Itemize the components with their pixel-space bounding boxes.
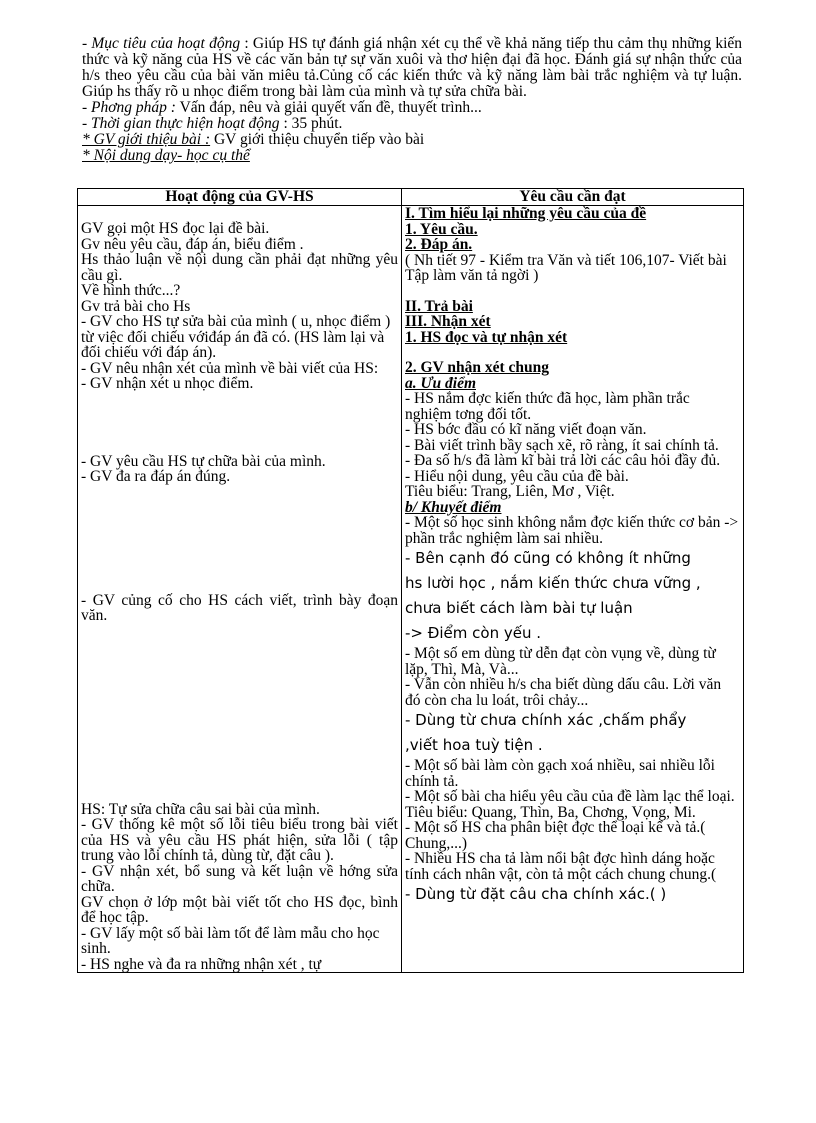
left-line-16: - GV lấy một số bài làm tốt để làm mẫu cho học sinh.	[81, 924, 380, 957]
left-line-2: Gv nêu yêu cầu, đáp án, biểu điểm .	[81, 235, 304, 253]
right-line-14: - Một số bài cha hiểu yêu cầu của đề làm lạc thể loại.	[405, 788, 735, 805]
objective-paragraph	[82, 36, 742, 100]
left-line-17: - HS nghe và đa ra những nhận xét , tự	[81, 955, 322, 973]
content-heading-label: * Nội dung dạy- học cụ thể	[82, 147, 250, 164]
right-line-9d: -> Điểm còn yếu .	[405, 624, 541, 642]
section-1b-heading: 2. Đáp án.	[405, 236, 473, 253]
intro-lesson-text: GV giới thiệu chuyển tiếp vào bài	[213, 131, 425, 148]
left-line-7: - GV nêu nhận xét của mình về bài viết của HS:	[81, 359, 379, 377]
right-line-5: - Đa số h/s đã làm kĩ bài trả lời các câu hỏi đầy đủ.	[405, 452, 721, 469]
right-line-1: ( Nh tiết 97 - Kiểm tra Văn và tiết 106,107- Viết bài Tập làm văn tả ngời )	[405, 251, 727, 284]
right-line-3: - HS bớc đầu có kĩ năng viết đoạn văn.	[405, 421, 647, 438]
method-label: - Phơng pháp :	[82, 99, 176, 116]
right-line-16: - Một số HS cha phân biệt đợc thể loại kể và tả.( Chung,...)	[405, 819, 706, 852]
left-line-13: - GV thống kê một số lỗi tiêu biểu trong bài viết của HS và yêu cầu HS phát hiện, sửa lỗi ( tập trung vào lỗi chính tả, dùng từ, đặt câu ).	[81, 816, 398, 864]
left-line-15: GV chọn ở lớp một bài viết tốt cho HS đọc, bình để học tập.	[81, 893, 398, 926]
method-text: Vấn đáp, nêu và giải quyết vấn đề, thuyết trình...	[179, 99, 482, 116]
table-body-row	[78, 206, 744, 973]
right-line-10: - Một số em dùng từ dễn đạt còn vụng về, dùng từ lặp, Thì, Mà, Và...	[405, 645, 716, 678]
left-line-6: - GV cho HS tự sửa bài của mình ( u, nhọc điểm ) từ việc đối chiếu vớiđáp án đã có. (HS làm lại và đối chiếu với đáp án).	[81, 313, 391, 361]
right-line-9b: hs lười học , nắm kiến thức chưa vững ,	[405, 574, 701, 592]
left-line-3: Hs thảo luận về nội dung cần phải đạt những yêu cầu gì.	[81, 251, 398, 284]
right-line-12a: - Dùng từ chưa chính xác ,chấm phẩy	[405, 711, 687, 729]
weaknesses-heading: b/ Khuyết điểm	[405, 498, 502, 516]
method-line	[82, 100, 742, 116]
right-line-9c: chưa biết cách làm bài tự luận	[405, 599, 633, 617]
section-3-heading: III. Nhận xét	[405, 313, 491, 330]
duration-text: : 35 phút.	[283, 115, 343, 132]
header-right: Yêu cầu cần đạt	[402, 189, 744, 206]
right-line-13: - Một số bài làm còn gạch xoá nhiều, sai nhiều lỗi chính tả.	[405, 757, 715, 790]
right-line-4: - Bài viết trình bầy sạch xẽ, rõ ràng, ít sai chính tả.	[405, 436, 719, 454]
left-line-4: Về hình thức...?	[81, 282, 181, 299]
left-line-14: - GV nhận xét, bổ sung và kết luận về hớng sửa chữa.	[81, 862, 398, 895]
intro-section	[82, 36, 742, 164]
lesson-table	[77, 188, 744, 973]
section-3a-heading: 1. HS đọc và tự nhận xét	[405, 328, 568, 346]
section-3b-heading: 2. GV nhận xét chung	[405, 359, 549, 376]
objective-label: - Mục tiêu của hoạt động	[82, 35, 241, 52]
left-line-8: - GV nhận xét u nhọc điểm.	[81, 375, 254, 392]
intro-lesson-line	[82, 132, 742, 148]
right-line-8: - Một số học sinh không nắm đợc kiến thức cơ bản -> phần trắc nghiệm làm sai nhiều.	[405, 514, 739, 547]
right-line-18: - Dùng từ đặt câu cha chính xác.( )	[405, 885, 667, 903]
left-column	[78, 206, 402, 973]
left-line-10: - GV đa ra đáp án đúng.	[81, 468, 231, 485]
content-heading-line	[82, 148, 742, 164]
right-line-9a: - Bên cạnh đó cũng có không ít những	[405, 549, 691, 567]
intro-lesson-label: * GV giới thiệu bài :	[82, 131, 211, 148]
left-line-11: - GV củng cố cho HS cách viết, trình bày đoạn văn.	[81, 591, 398, 624]
right-line-7: Tiêu biểu: Trang, Liên, Mơ , Việt.	[405, 483, 615, 500]
duration-line	[82, 116, 742, 132]
right-column	[402, 206, 744, 973]
header-left: Hoạt động của GV-HS	[78, 189, 402, 206]
table-header-row	[78, 189, 744, 206]
right-line-2: - HS nắm đợc kiến thức đã học, làm phần trắc nghiệm tơng đối tốt.	[405, 390, 690, 423]
objective-text: : Giúp HS tự đánh giá nhận xét cụ thể về khả năng tiếp thu cảm thụ những kiến thức và kỹ năng của HS về các văn bản tự sự văn xuôi và thơ hiện đại đã học. Đánh giá sự nhận thức của h/s theo yêu cầu của bài văn miêu tả.Củng cố các kiến thức và kỹ năng làm bài trắc nghiệm và tự luận. Giúp hs thấy rõ u nhọc điểm trong bài làm của mình và tự sửa chữa bài.	[82, 35, 743, 100]
duration-label: - Thời gian thực hiện hoạt động	[82, 115, 280, 132]
left-line-5: Gv trả bài cho Hs	[81, 297, 191, 315]
section-1-heading: I. Tìm hiểu lại những yêu cầu của đề	[405, 205, 647, 222]
right-line-15: Tiêu biểu: Quang, Thìn, Ba, Chơng, Vọng, Mi.	[405, 803, 696, 821]
left-line-9: - GV yêu cầu HS tự chữa bài của mình.	[81, 452, 326, 470]
right-line-11: - Vẫn còn nhiều h/s cha biết dùng dấu câu. Lời văn đó còn cha lu loát, trôi chảy...	[405, 676, 722, 709]
section-2-heading: II. Trả bài	[405, 297, 473, 315]
left-line-1: GV gọi một HS đọc lại đề bài.	[81, 220, 270, 237]
section-1a-heading: 1. Yêu cầu.	[405, 220, 478, 238]
right-line-6: - Hiểu nội dung, yêu cầu của đề bài.	[405, 467, 629, 485]
left-line-12: HS: Tự sửa chữa câu sai bài của mình.	[81, 800, 320, 818]
right-line-12b: ,viết hoa tuỳ tiện .	[405, 736, 543, 754]
right-line-17: - Nhiều HS cha tả làm nổi bật đợc hình dáng hoặc tính cách nhân vật, còn tả một cách chung chung.(	[405, 850, 717, 883]
strengths-heading: a. Ưu điểm	[405, 374, 476, 392]
